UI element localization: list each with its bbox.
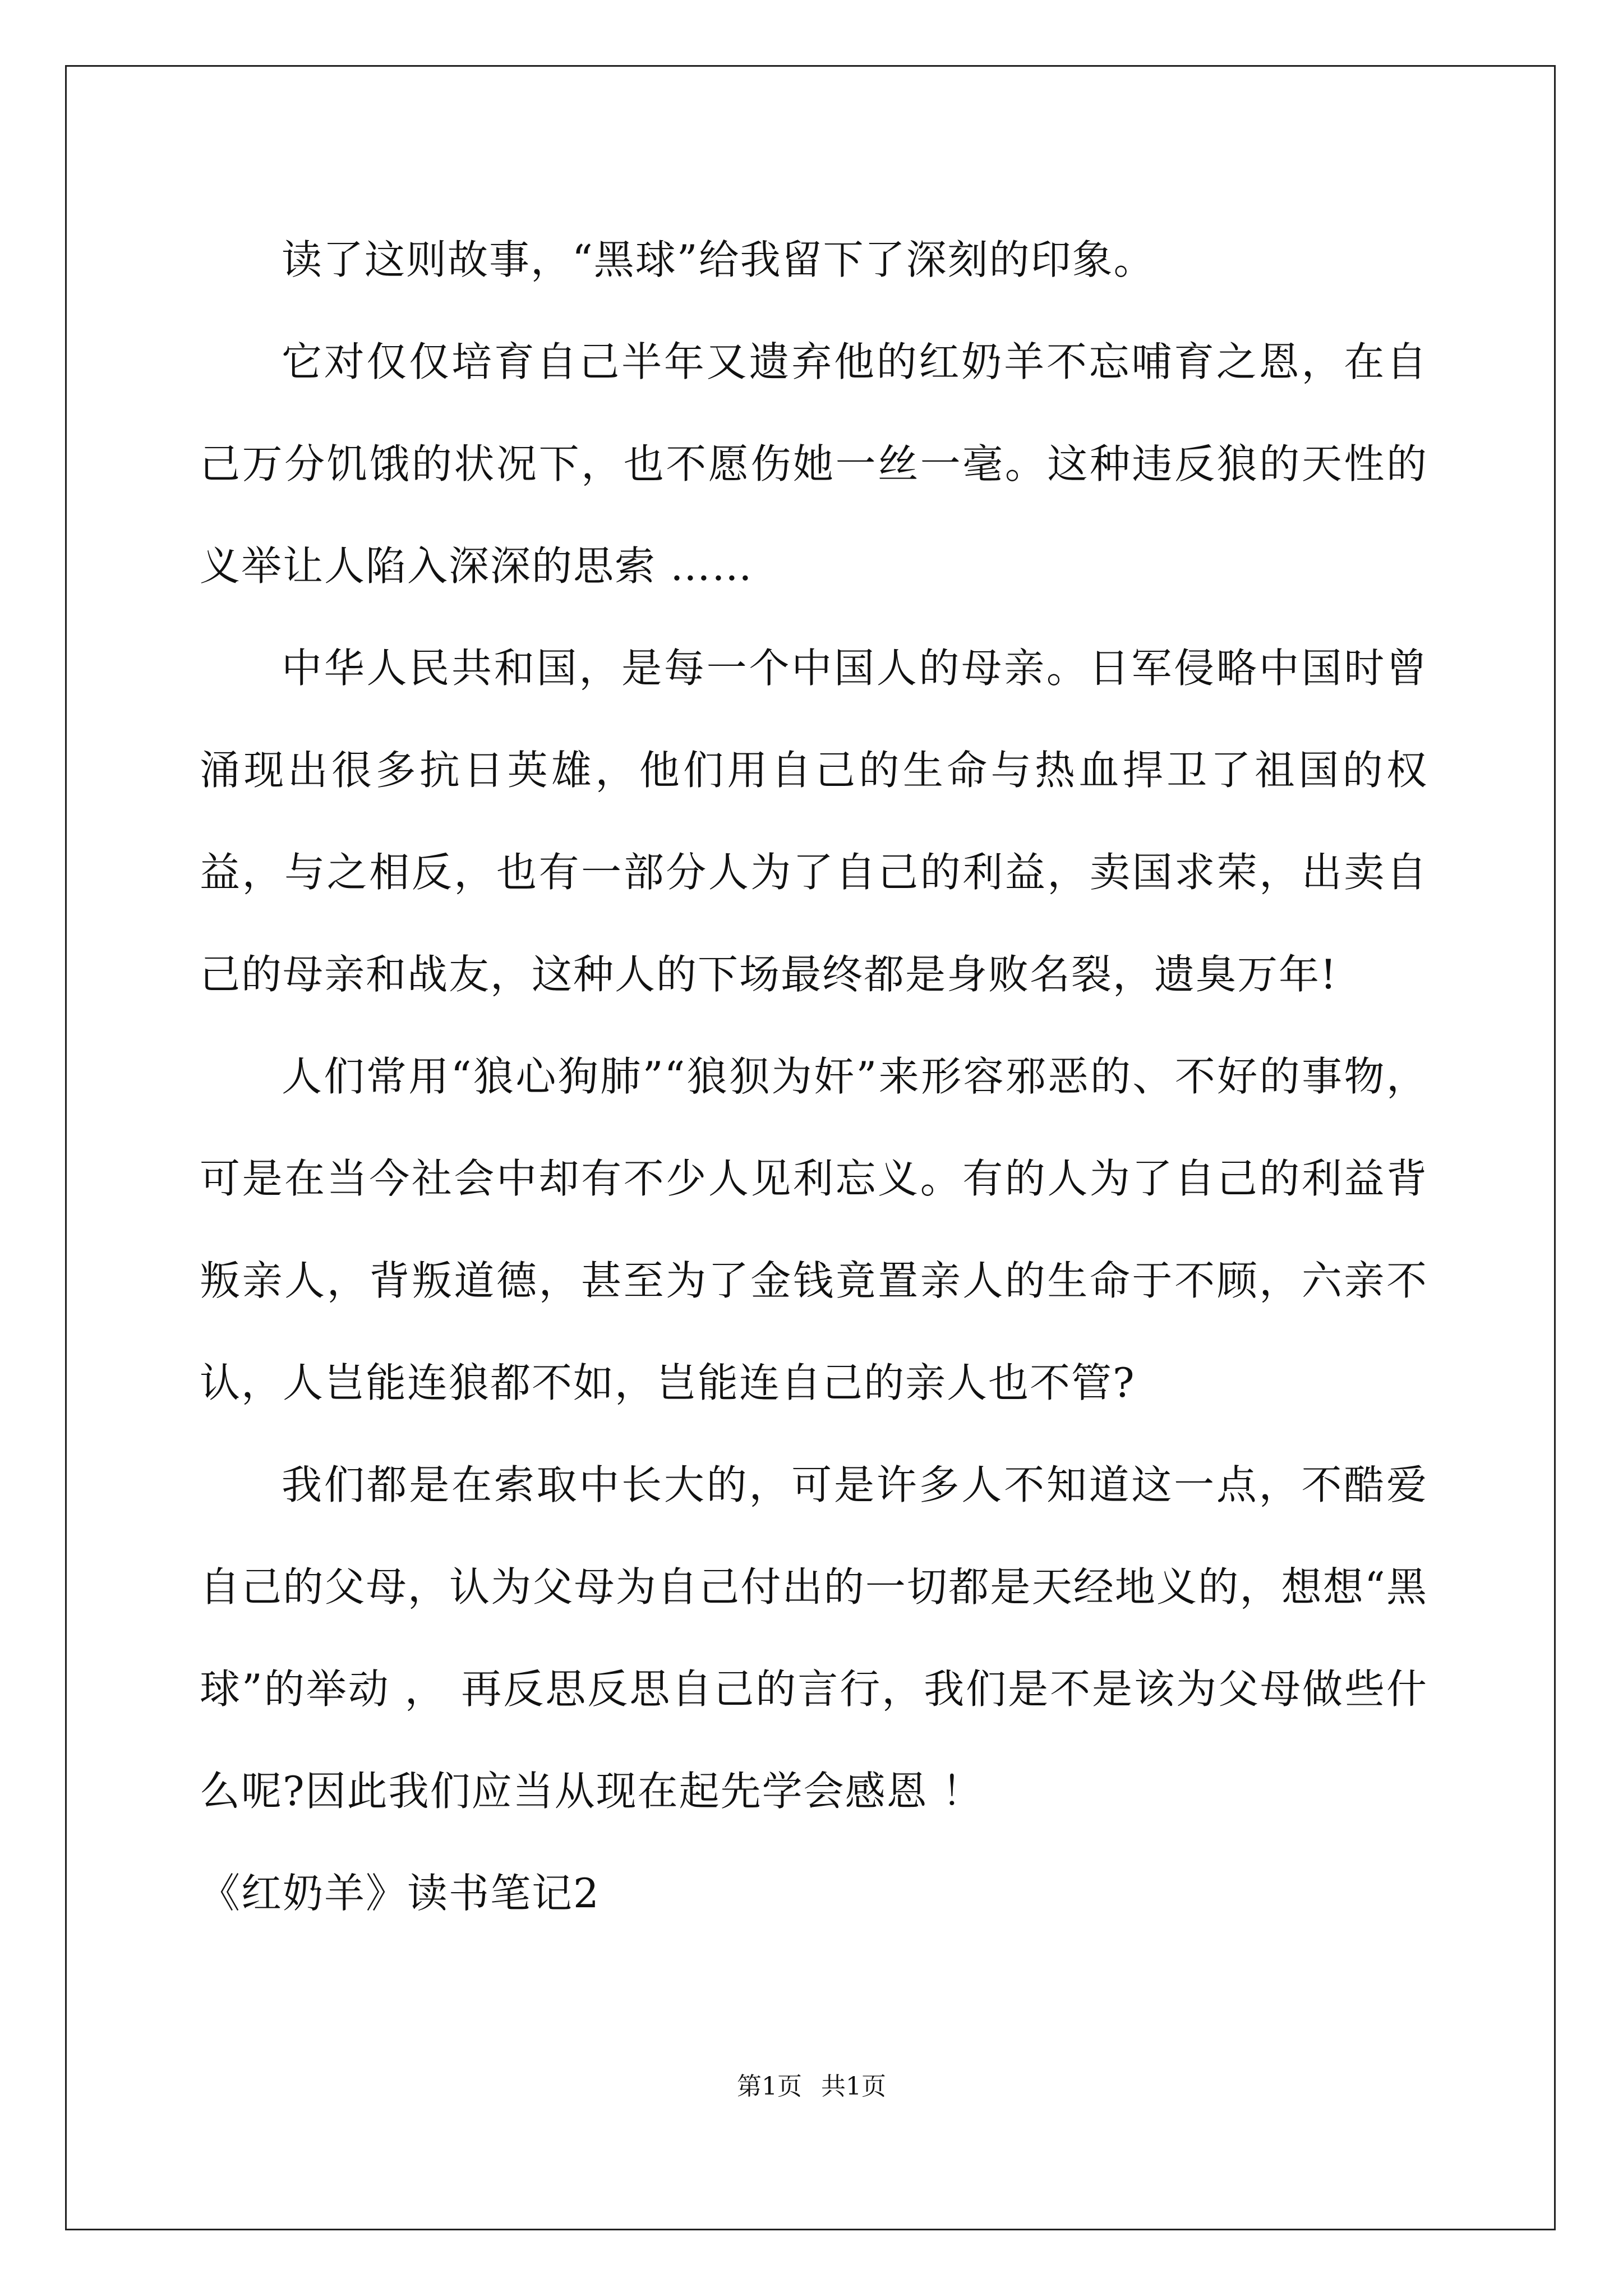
page-total: 共1页 [821, 2072, 886, 2101]
paragraph-5: 我们都是在索取中长大的，可是许多人不知道这一点，不酷爱自己的父母，认为父母为自己付出的一切都是天经地义的，想想“黑球”的举动 ， 再反思反思自己的言行，我们是不是该为父母做些什么呢?因此我们应当从现在起先学会感恩 ！ [200, 1461, 1428, 1815]
page-number: 第1页 [737, 2072, 802, 2101]
section-title: 《红奶羊》读书笔记2 [200, 1870, 600, 1917]
document-body [200, 209, 1428, 1944]
paragraph-1: 读了这则故事，“黑球”给我留下了深刻的印象。 [282, 236, 1155, 283]
paragraph-2: 它对仅仅培育自己半年又遗弃他的红奶羊不忘哺育之恩，在自己万分饥饿的状况下，也不愿伤她一丝一毫。这种违反狼的天性的义举让人陷入深深的思索 …… [200, 338, 1428, 590]
paragraph-4: 人们常用“狼心狗肺”“狼狈为奸”来形容邪恶的、不好的事物，可是在当今社会中却有不少人见利忘义。有的人为了自己的利益背叛亲人，背叛道德，甚至为了金钱竟置亲人的生命于不顾，六亲不认，人岂能连狼都不如，岂能连自己的亲人也不管? [200, 1053, 1428, 1406]
page-footer [0, 2070, 1623, 2104]
paragraph-3: 中华人民共和国，是每一个中国人的母亲。日军侵略中国时曾涌现出很多抗日英雄，他们用自己的生命与热血捍卫了祖国的权益，与之相反，也有一部分人为了自己的利益，卖国求荣，出卖自己的母亲和战友，这种人的下场最终都是身败名裂，遗臭万年! [200, 645, 1428, 998]
